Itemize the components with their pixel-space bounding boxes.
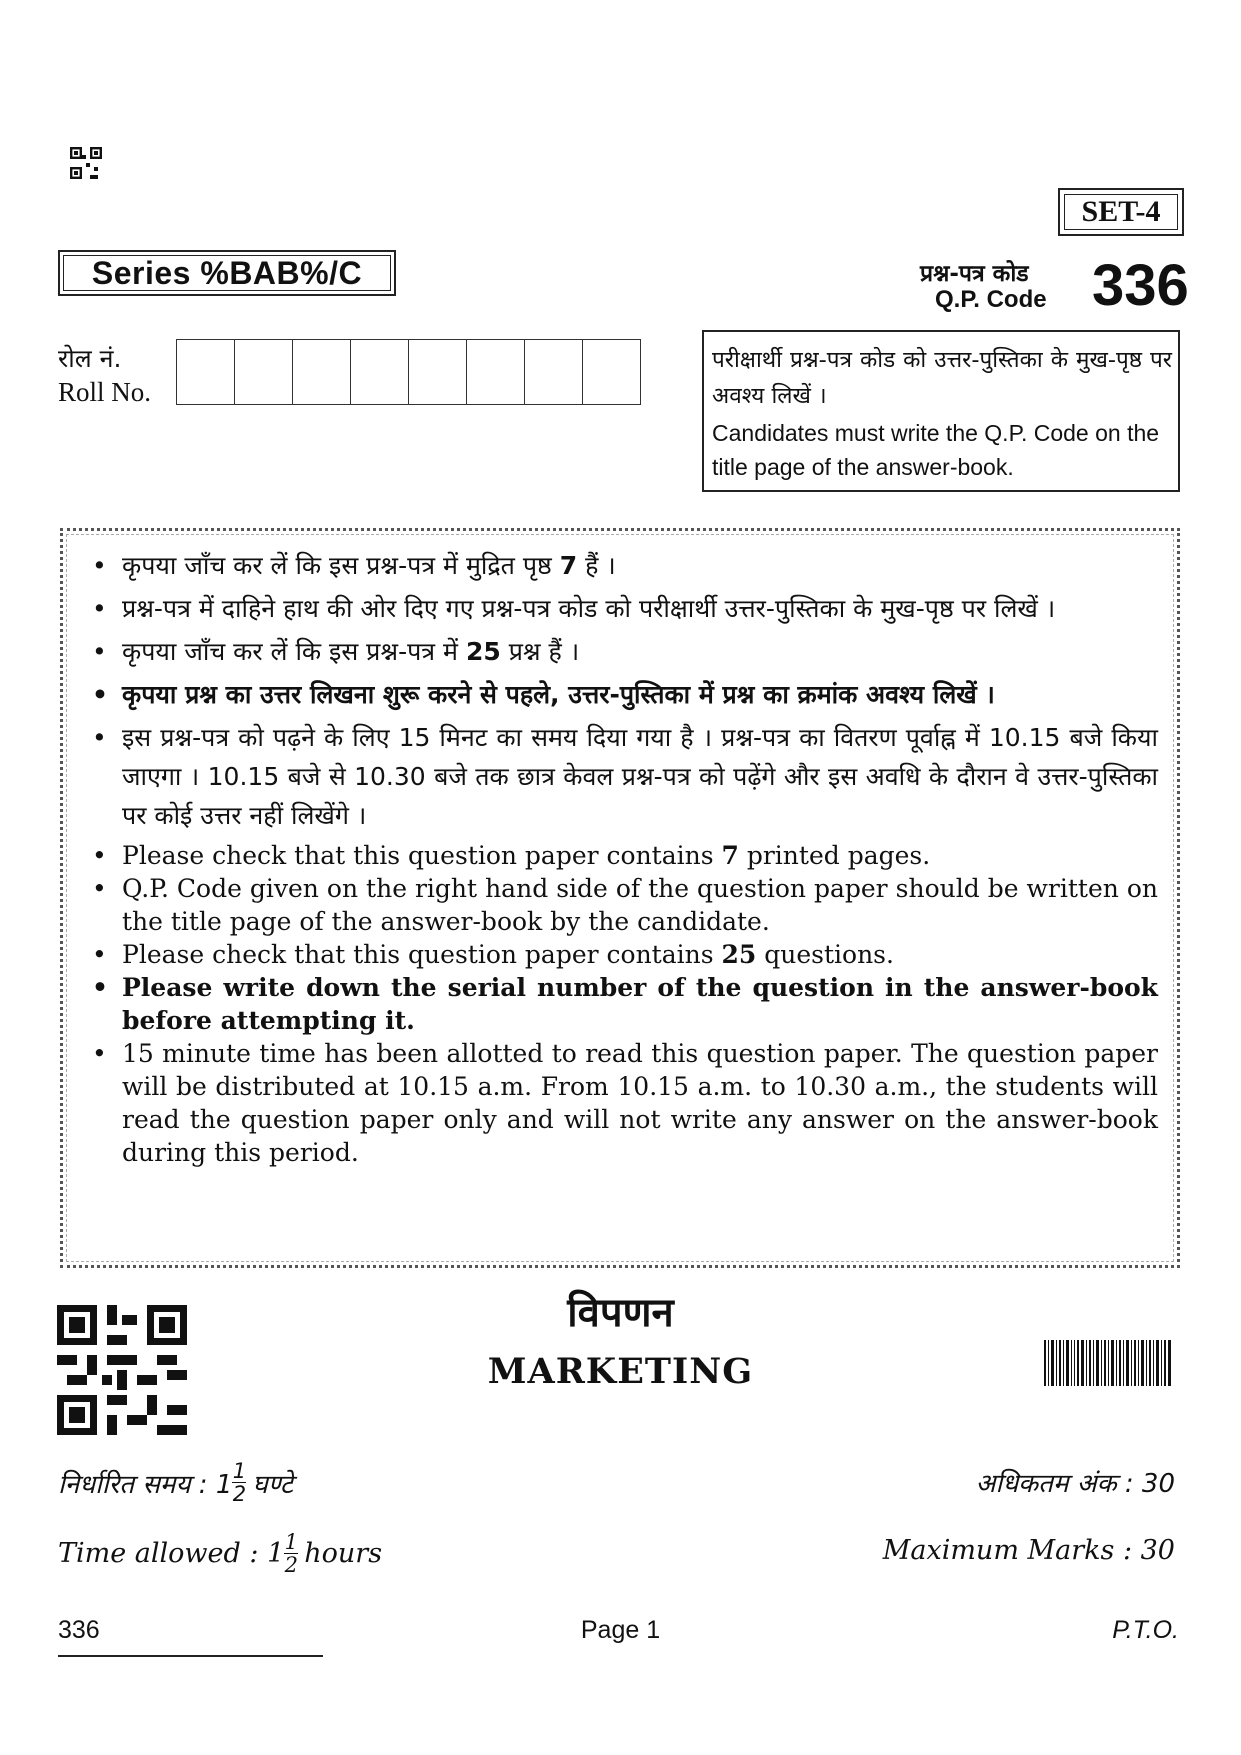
- instruction-item: [88, 632, 1158, 671]
- bullet: •: [92, 637, 107, 666]
- instruction-text: 15 minute time has been allotted to read this question paper. The question paper will be distributed at 10.15 a.m. From 10.15 a.m. to 10.30 a.m., the students will read the question paper only and will not write any answer on the answer-book during this period.: [122, 1039, 1158, 1167]
- bullet: •: [92, 874, 107, 903]
- instruction-item: [88, 971, 1158, 1037]
- roll-number-label: Roll No.: [58, 377, 152, 407]
- instruction-item: [88, 839, 1158, 872]
- set-label-box: [1058, 188, 1184, 236]
- instruction-text: Q.P. Code given on the right hand side of the question paper should be written on the title page of the answer-book by the candidate.: [122, 874, 1158, 936]
- time-unit: hours: [304, 1538, 383, 1569]
- time-allowed: [58, 1531, 382, 1576]
- roll-number-cell[interactable]: [583, 340, 640, 404]
- barcode-icon: [1044, 1340, 1171, 1386]
- subject-title-hindi: विपणन: [567, 1290, 674, 1336]
- small-qr-code-icon: [70, 147, 102, 179]
- bullet: •: [92, 1039, 107, 1068]
- instruction-question-count: 25: [721, 940, 757, 969]
- page-number: Page 1: [580, 1616, 661, 1644]
- instruction-text: Please check that this question paper contains: [122, 940, 722, 969]
- roll-number-cell[interactable]: [525, 340, 583, 404]
- bullet: •: [92, 723, 107, 752]
- time-fraction: [284, 1531, 298, 1576]
- instructions-list: [88, 546, 1158, 1169]
- roll-number-cell[interactable]: [351, 340, 409, 404]
- instruction-item: [88, 546, 1158, 585]
- instruction-item: [88, 1037, 1158, 1169]
- maximum-marks: Maximum Marks : 30: [882, 1535, 1175, 1566]
- note-hindi: परीक्षार्थी प्रश्न-पत्र कोड को उत्तर-पुस्तिका के मुख-पृष्ठ पर अवश्य लिखें ।: [712, 347, 1172, 409]
- roll-number-boxes[interactable]: [176, 339, 641, 405]
- footer-qp-code: 336: [58, 1616, 100, 1644]
- instruction-item: [88, 938, 1158, 971]
- roll-number-cell[interactable]: [177, 340, 235, 404]
- instruction-page-count: 7: [721, 841, 739, 870]
- roll-number-cell[interactable]: [467, 340, 525, 404]
- time-unit-hindi: घण्टे: [252, 1469, 293, 1500]
- roll-number-cell[interactable]: [293, 340, 351, 404]
- fraction-numerator: 1: [284, 1530, 298, 1554]
- time-fraction: [232, 1460, 246, 1505]
- instruction-text: printed pages.: [738, 841, 931, 870]
- bullet: •: [92, 973, 108, 1002]
- qp-code-number: 336: [1092, 253, 1189, 318]
- instruction-item: [88, 675, 1158, 714]
- roll-number-cell[interactable]: [409, 340, 467, 404]
- bullet: •: [92, 841, 107, 870]
- series-box: [58, 250, 396, 296]
- bullet: •: [92, 680, 108, 709]
- fraction-denominator: 2: [284, 1553, 298, 1577]
- fraction-denominator: 2: [232, 1482, 247, 1506]
- instruction-item: [88, 872, 1158, 938]
- instruction-text: कृपया जाँच कर लें कि इस प्रश्न-पत्र में: [122, 637, 466, 666]
- time-label: Time allowed : 1: [58, 1538, 285, 1569]
- instruction-text: प्रश्न-पत्र में दाहिने हाथ की ओर दिए गए प्रश्न-पत्र कोड को परीक्षार्थी उत्तर-पुस्तिका के मुख-पृष्ठ पर लिखें ।: [122, 594, 1056, 623]
- instruction-question-count: 25: [465, 637, 501, 666]
- instruction-text: हैं ।: [577, 551, 616, 580]
- series-label: Series %BAB%/C: [91, 254, 363, 291]
- footer-divider: [58, 1655, 323, 1657]
- qp-code-label-hindi: प्रश्न-पत्र कोड: [920, 261, 1029, 287]
- instruction-text: कृपया प्रश्न का उत्तर लिखना शुरू करने से पहले, उत्तर-पुस्तिका में प्रश्न का क्रमांक अवश्य लिखें ।: [122, 680, 995, 709]
- instruction-text: Please write down the serial number of the question in the answer-book before attempting it.: [122, 973, 1158, 1035]
- instruction-text: Please check that this question paper contains: [122, 841, 722, 870]
- instruction-text: questions.: [756, 940, 894, 969]
- instruction-text: प्रश्न हैं ।: [500, 637, 580, 666]
- set-label: SET-4: [1081, 195, 1161, 228]
- instruction-page-count: 7: [559, 551, 578, 580]
- time-allowed-hindi: [58, 1460, 293, 1505]
- qp-code-note-box: [702, 330, 1180, 492]
- subject-title: MARKETING: [487, 1351, 754, 1392]
- instruction-item: [88, 718, 1158, 835]
- note-english: Candidates must write the Q.P. Code on the title page of the answer-book.: [712, 420, 1160, 480]
- roll-number-label-hindi: रोल नं.: [58, 344, 122, 373]
- bullet: •: [92, 940, 107, 969]
- instruction-item: [88, 589, 1158, 628]
- bullet: •: [92, 594, 107, 623]
- please-turn-over: P.T.O.: [1112, 1616, 1179, 1644]
- qp-code-label: Q.P. Code: [935, 286, 1047, 313]
- roll-number-cell[interactable]: [235, 340, 293, 404]
- time-label-hindi: निर्धारित समय : 1: [58, 1469, 233, 1500]
- instruction-text: कृपया जाँच कर लें कि इस प्रश्न-पत्र में मुद्रित पृष्ठ: [122, 551, 560, 580]
- maximum-marks-hindi: अधिकतम अंक : 30: [975, 1469, 1175, 1499]
- bullet: •: [92, 551, 107, 580]
- fraction-numerator: 1: [232, 1459, 247, 1483]
- instruction-text: इस प्रश्न-पत्र को पढ़ने के लिए 15 मिनट का समय दिया गया है । प्रश्न-पत्र का वितरण पूर्वाह्न में 10.15 बजे किया जाएगा । 10.15 बजे से 10.30 बजे तक छात्र केवल प्रश्न-पत्र को पढ़ेंगे और इस अवधि के दौरान वे उत्तर-पुस्तिका पर कोई उत्तर नहीं लिखेंगे ।: [122, 723, 1158, 830]
